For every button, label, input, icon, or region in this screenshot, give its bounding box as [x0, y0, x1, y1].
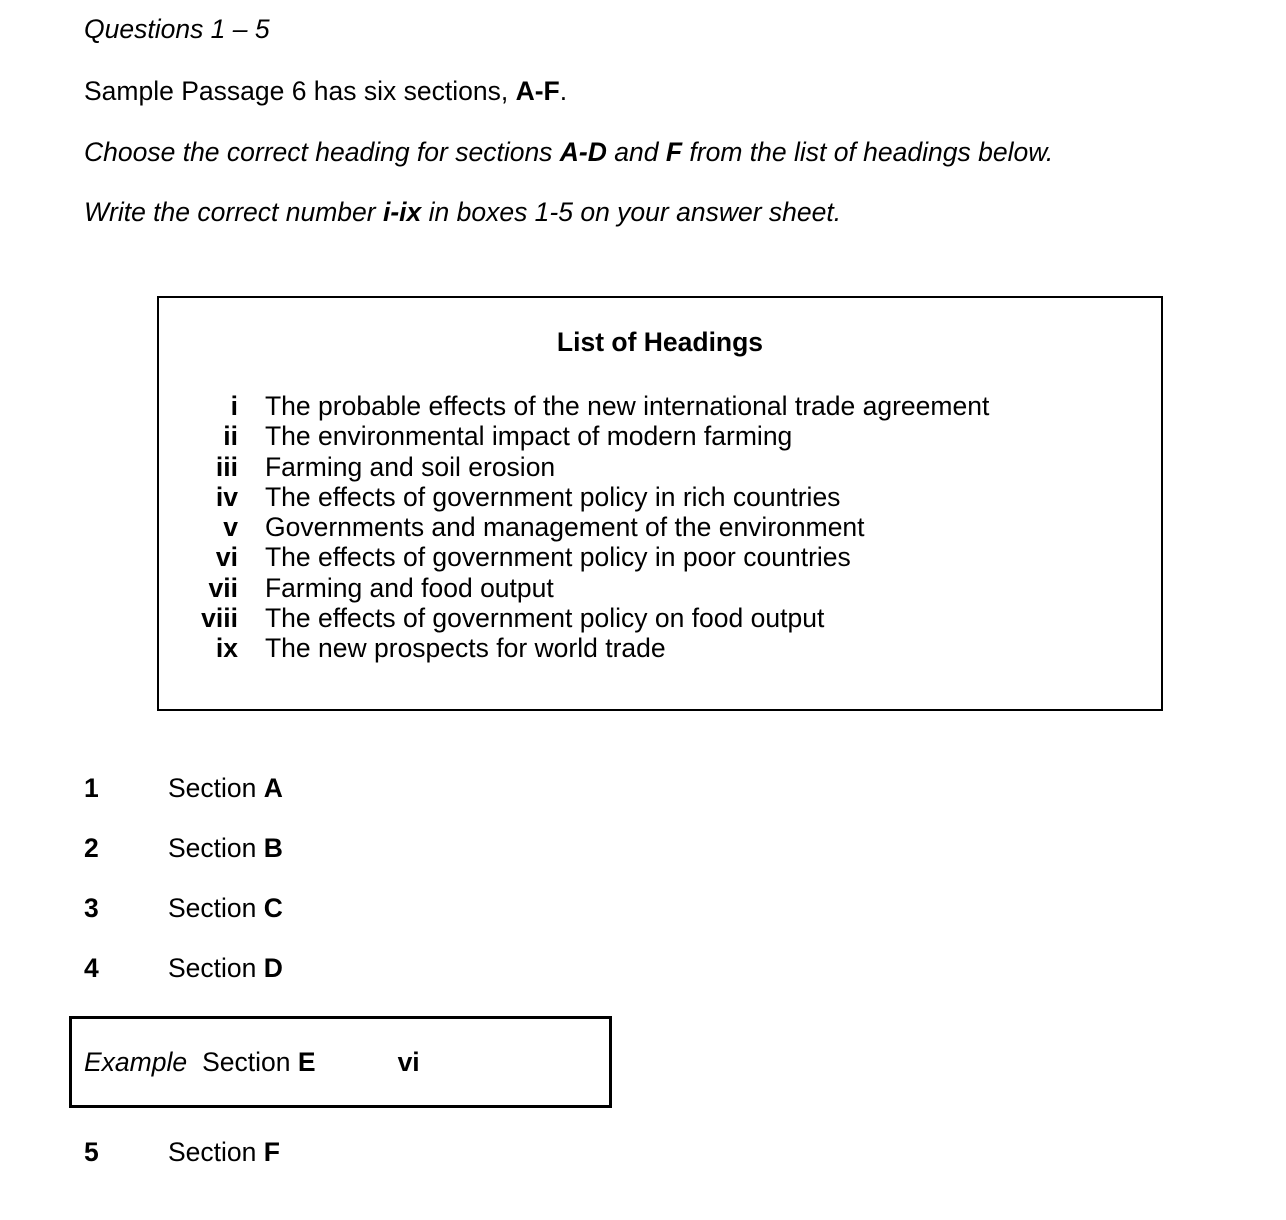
- question-number: 3: [84, 893, 99, 923]
- heading-text: The effects of government policy on food output: [265, 603, 825, 634]
- passage-description-text: Sample Passage 6 has six sections,: [84, 76, 516, 106]
- section-letter: B: [263, 833, 283, 863]
- question-number: 2: [84, 833, 99, 863]
- example-section: [202, 1047, 315, 1078]
- heading-item-viii: [159, 603, 1161, 633]
- heading-numeral: ii: [223, 421, 238, 452]
- questions-range-text: Questions 1 – 5: [84, 14, 270, 44]
- heading-text: The effects of government policy in rich countries: [265, 481, 841, 512]
- question-section: [168, 833, 283, 864]
- heading-item-vii: [159, 573, 1161, 603]
- section-letter: E: [297, 1046, 316, 1077]
- question-section: [168, 773, 283, 804]
- heading-numeral: vi: [215, 542, 238, 573]
- instruction-text: Choose the correct heading for sections: [84, 137, 560, 167]
- heading-item-ix: [159, 633, 1161, 663]
- passage-description-period: .: [559, 76, 568, 106]
- heading-text: Governments and management of the environment: [265, 512, 865, 543]
- heading-numeral: iv: [215, 481, 238, 512]
- instruction-text: Write the correct number: [84, 197, 383, 227]
- heading-item-iii: [159, 452, 1161, 482]
- question-row-2: [84, 833, 283, 864]
- section-label: Section: [202, 1046, 291, 1077]
- example-box: [69, 1016, 612, 1108]
- question-row-4: [84, 953, 283, 984]
- instruction-text: from the list of headings below.: [682, 137, 1054, 167]
- question-section: [168, 1137, 280, 1168]
- section-letter: C: [263, 893, 283, 923]
- list-of-headings-title: List of Headings: [556, 327, 764, 357]
- heading-numeral: iii: [215, 451, 238, 482]
- section-letter: F: [263, 1137, 280, 1167]
- numerals-range: i-ix: [382, 197, 422, 227]
- heading-text: Farming and food output: [265, 572, 554, 603]
- heading-item-vi: [159, 542, 1161, 572]
- heading-numeral: i: [230, 391, 238, 421]
- question-section: [168, 953, 283, 984]
- question-row-1: [84, 773, 283, 804]
- question-number: 1: [84, 773, 99, 803]
- instruction-text: in boxes 1-5 on your answer sheet.: [421, 197, 842, 227]
- example-label: Example: [84, 1046, 188, 1077]
- instruction-choose-heading: [84, 137, 1053, 168]
- question-row-5: [84, 1137, 280, 1168]
- question-row-3: [84, 893, 283, 924]
- heading-text: The environmental impact of modern farming: [265, 421, 793, 452]
- passage-sections-range: A-F: [515, 76, 560, 106]
- heading-numeral: viii: [201, 603, 238, 634]
- headings-list: [159, 391, 1161, 664]
- list-of-headings-box: [157, 296, 1163, 711]
- question-number: 4: [84, 953, 99, 983]
- section-letter: D: [263, 953, 283, 983]
- question-section: [168, 893, 283, 924]
- heading-text: The new prospects for world trade: [265, 633, 666, 664]
- section-label: Section: [168, 1137, 257, 1167]
- section-label: Section: [168, 953, 257, 983]
- question-number: 5: [84, 1137, 99, 1167]
- heading-text: The effects of government policy in poor countries: [265, 542, 851, 573]
- instruction-write-number: [84, 197, 841, 228]
- section-label: Section: [168, 773, 257, 803]
- heading-item-ii: [159, 421, 1161, 451]
- heading-numeral: v: [223, 512, 238, 543]
- heading-item-i: [159, 391, 1161, 421]
- heading-item-v: [159, 512, 1161, 542]
- heading-text: Farming and soil erosion: [265, 451, 556, 482]
- heading-item-iv: [159, 482, 1161, 512]
- passage-description: [84, 76, 567, 107]
- section-label: Section: [168, 893, 257, 923]
- section-letter: A: [263, 773, 283, 803]
- questions-range-title: [84, 14, 270, 45]
- heading-numeral: vii: [208, 572, 238, 603]
- section-label: Section: [168, 833, 257, 863]
- section-f: F: [665, 137, 683, 167]
- sections-a-d: A-D: [559, 137, 607, 167]
- heading-numeral: ix: [215, 633, 238, 664]
- example-answer: vi: [397, 1046, 420, 1077]
- instruction-text: and: [606, 137, 666, 167]
- heading-text: The probable effects of the new international trade agreement: [265, 391, 990, 421]
